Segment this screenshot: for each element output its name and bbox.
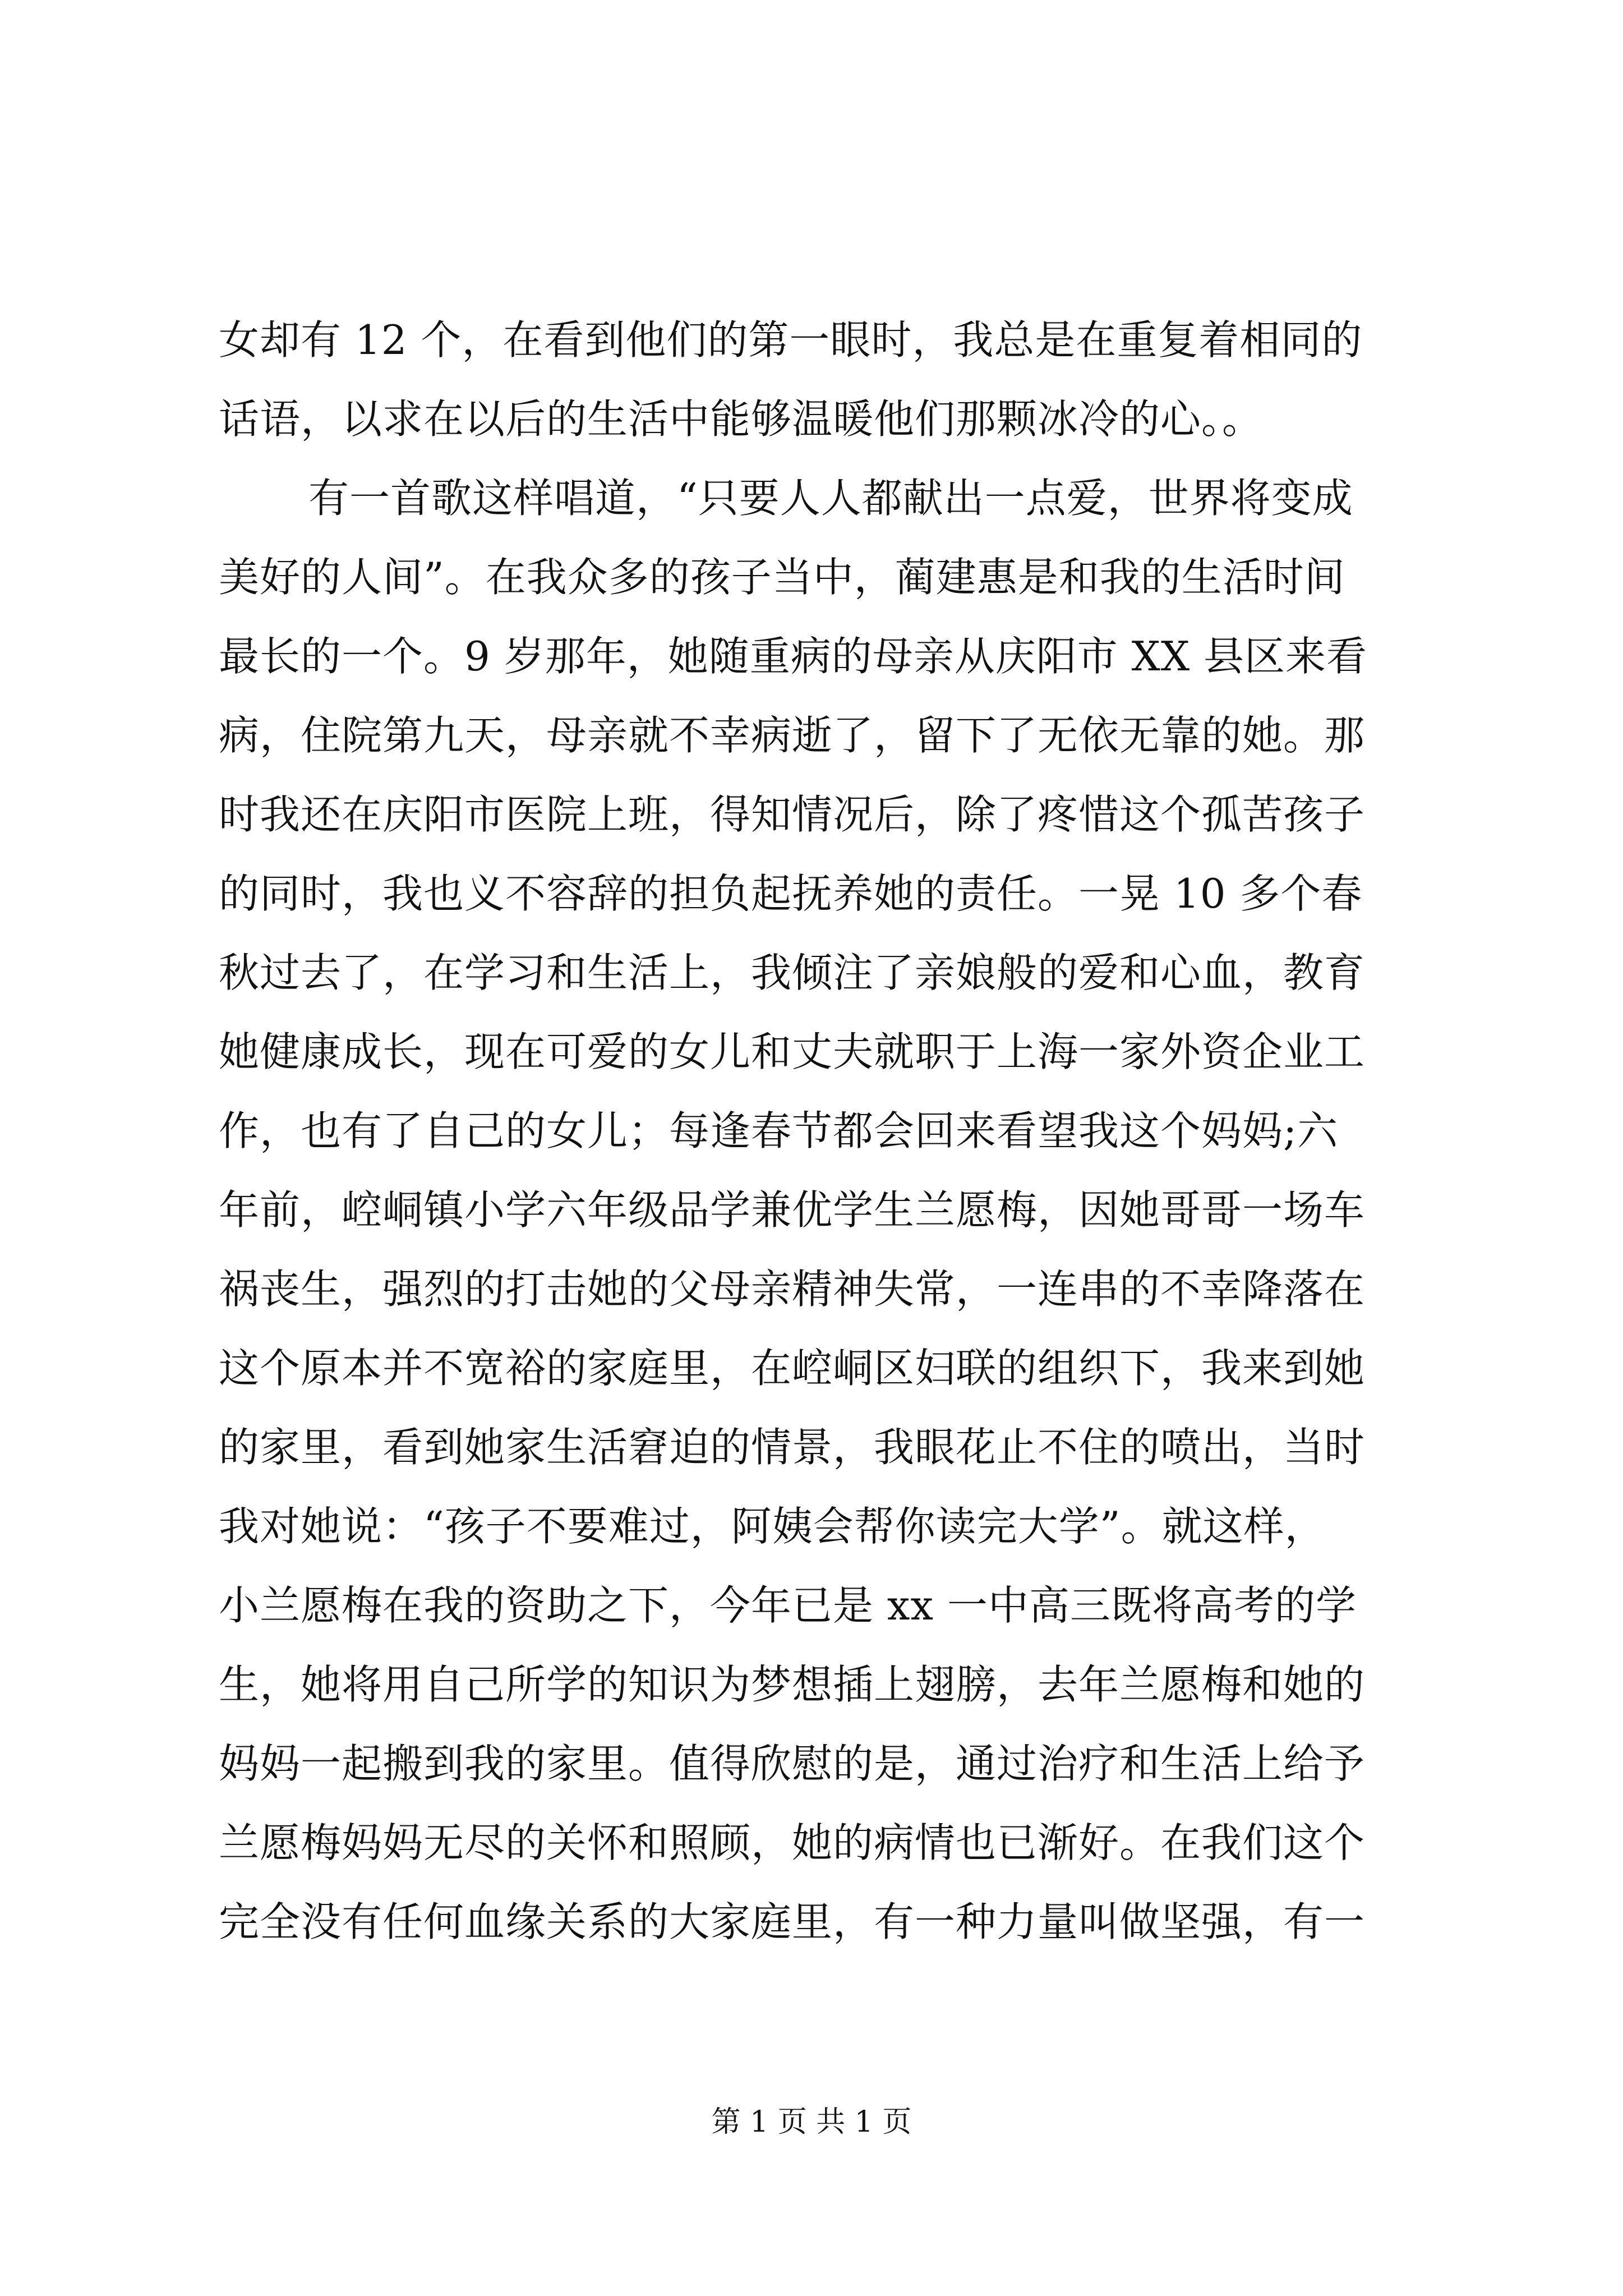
- page-footer: [0, 2102, 1623, 2142]
- text-line: 这个原本并不宽裕的家庭里，在崆峒区妇联的组织下，我来到她: [219, 1345, 1366, 1392]
- text-line: 妈妈一起搬到我的家里。值得欣慰的是，通过治疗和生活上给予: [219, 1740, 1366, 1787]
- body-text: [219, 301, 1419, 1962]
- text-line: 小兰愿梅在我的资助之下，今年已是 xx 一中高三既将高考的学: [219, 1582, 1357, 1629]
- text-line: 时我还在庆阳市医院上班，得知情况后，除了疼惜这个孤苦孩子: [219, 791, 1366, 838]
- text-line: 病，住院第九天，母亲就不幸病逝了，留下了无依无靠的她。那: [219, 712, 1366, 759]
- text-line: 祸丧生，强烈的打击她的父母亲精神失常，一连串的不幸降落在: [219, 1266, 1366, 1313]
- text-line: 的家里，看到她家生活窘迫的情景，我眼花止不住的喷出，当时: [219, 1424, 1366, 1471]
- text-line: 话语，以求在以后的生活中能够温暖他们那颗冰冷的心。。: [219, 395, 1264, 443]
- text-line: 秋过去了，在学习和生活上，我倾注了亲娘般的爱和心血，教育: [219, 949, 1366, 996]
- text-line: 的同时，我也义不容辞的担负起抚养她的责任。一晃 10 多个春: [219, 870, 1363, 917]
- text-line: 生，她将用自己所学的知识为梦想插上翅膀，去年兰愿梅和她的: [219, 1661, 1366, 1708]
- text-line: 她健康成长，现在可爱的女儿和丈夫就职于上海一家外资企业工: [219, 1028, 1366, 1075]
- text-line: 作，也有了自己的女儿；每逢春节都会回来看望我这个妈妈;六: [219, 1107, 1339, 1154]
- paragraph-start-line: 有一首歌这样唱道，“只要人人都献出一点爱，世界将变成: [308, 475, 1353, 522]
- text-line: 兰愿梅妈妈无尽的关怀和照顾，她的病情也已渐好。在我们这个: [219, 1819, 1366, 1866]
- text-line: 女却有 12 个，在看到他们的第一眼时，我总是在重复着相同的: [219, 316, 1363, 364]
- text-line: 最长的一个。9 岁那年，她随重病的母亲从庆阳市 XX 县区来看: [219, 633, 1367, 680]
- text-line: 完全没有任何血缘关系的大家庭里，有一种力量叫做坚强，有一: [219, 1898, 1366, 1945]
- page-number-label: 第 1 页 共 1 页: [711, 2105, 912, 2139]
- text-line: 美好的人间”。在我众多的孩子当中，蔺建惠是和我的生活时间: [219, 554, 1345, 601]
- text-line: 年前，崆峒镇小学六年级品学兼优学生兰愿梅，因她哥哥一场车: [219, 1186, 1366, 1234]
- text-line: 我对她说：“孩子不要难过，阿姨会帮你读完大学”。就这样，: [219, 1503, 1326, 1550]
